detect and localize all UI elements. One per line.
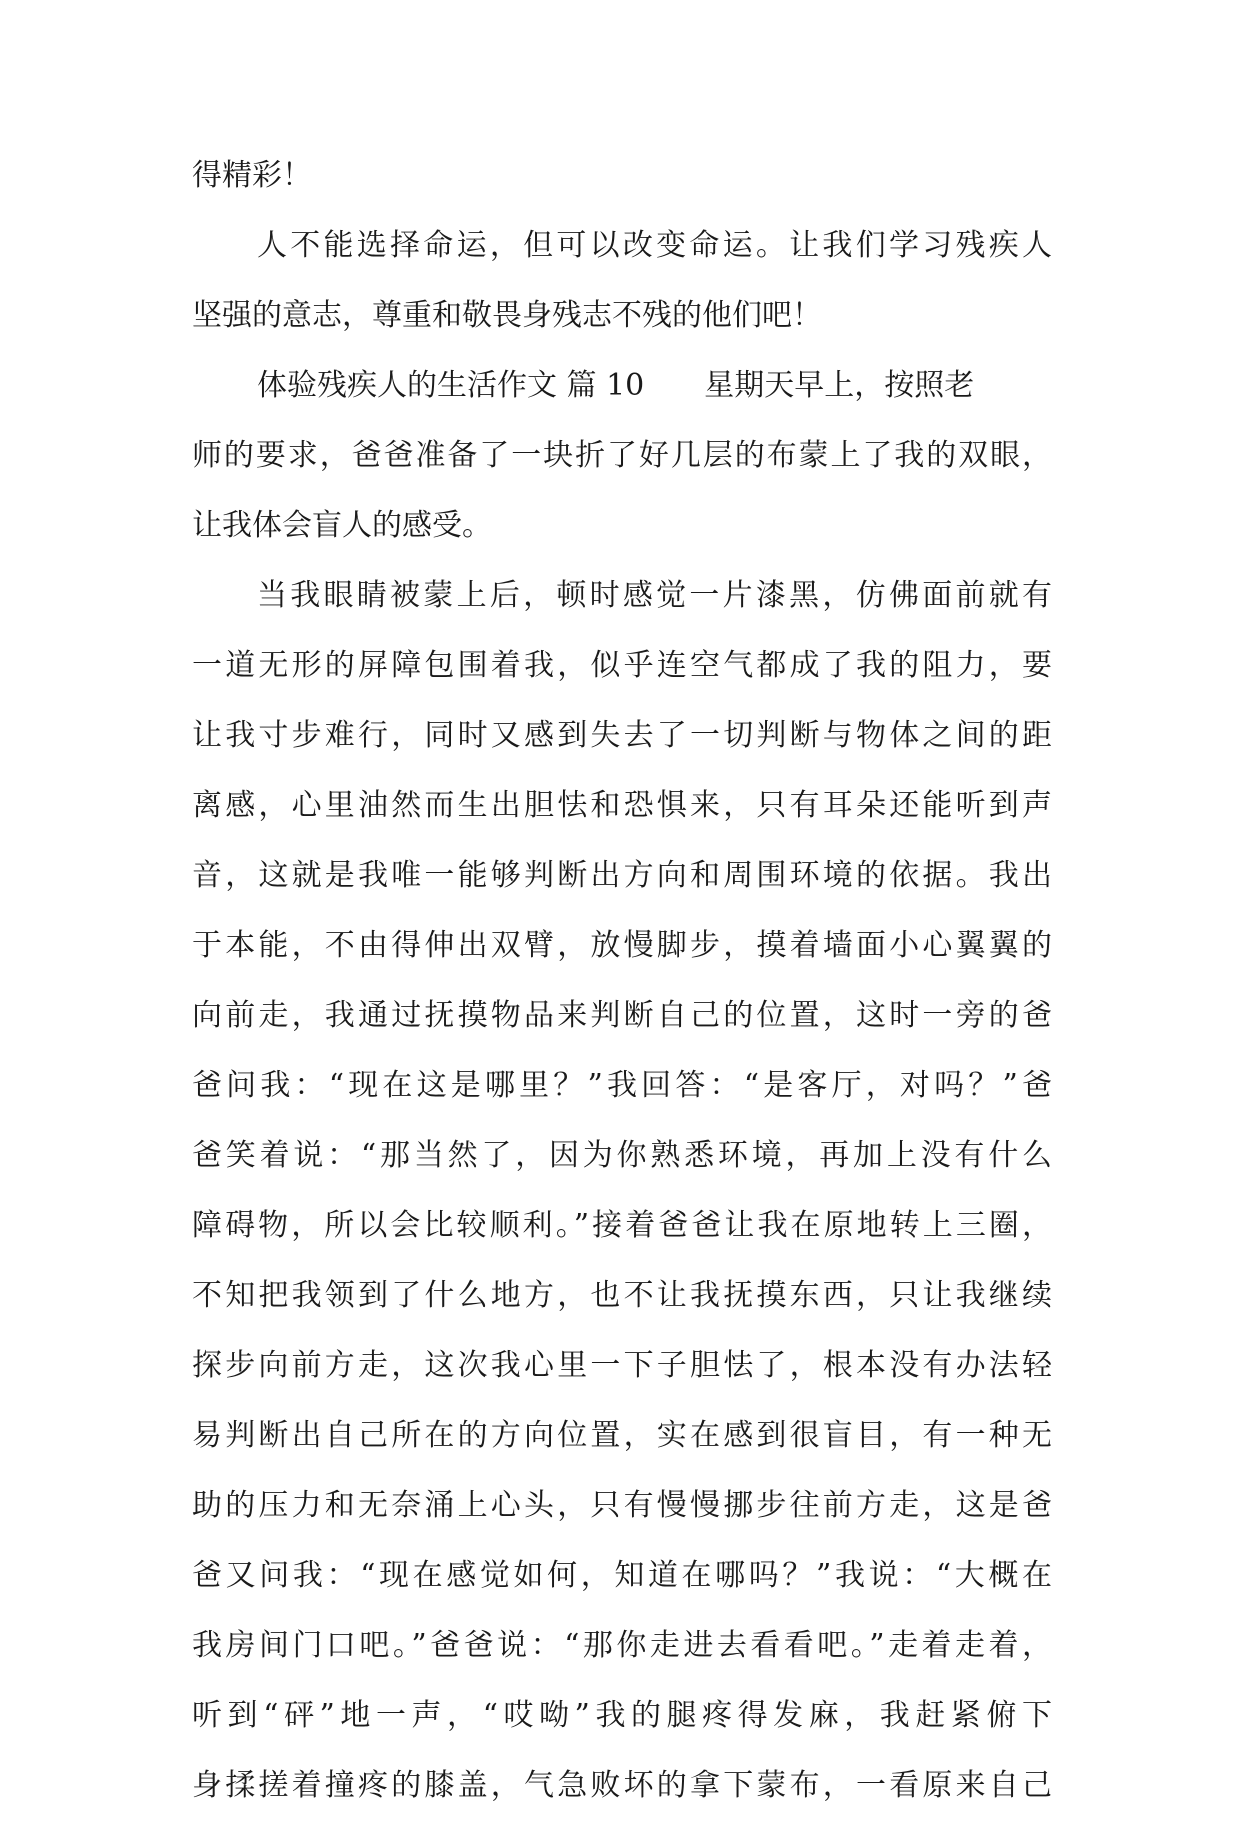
text-line: 探步向前方走，这次我心里一下子胆怯了，根本没有办法轻 — [192, 1348, 1052, 1383]
section-title: 体验残疾人的生活作文 篇 10 — [257, 368, 645, 403]
essay-body — [192, 156, 1052, 1836]
text-line: 音，这就是我唯一能够判断出方向和周围环境的依据。我出 — [192, 858, 1052, 893]
text-line: 人不能选择命运，但可以改变命运。让我们学习残疾人 — [257, 228, 1052, 263]
text-line: 星期天早上，按照老 — [704, 368, 975, 403]
text-line: 让我寸步难行，同时又感到失去了一切判断与物体之间的距 — [192, 718, 1052, 753]
text-line: 爸笑着说：“那当然了，因为你熟悉环境，再加上没有什么 — [192, 1138, 1052, 1173]
text-line: 爸又问我：“现在感觉如何，知道在哪吗？”我说：“大概在 — [192, 1558, 1052, 1593]
text-line: 让我体会盲人的感受。 — [192, 508, 492, 543]
text-line: 一道无形的屏障包围着我，似乎连空气都成了我的阻力，要 — [192, 648, 1052, 683]
text-line: 离感，心里油然而生出胆怯和恐惧来，只有耳朵还能听到声 — [192, 788, 1052, 823]
text-line: 当我眼睛被蒙上后，顿时感觉一片漆黑，仿佛面前就有 — [257, 578, 1052, 613]
text-line: 爸问我：“现在这是哪里？”我回答：“是客厅，对吗？”爸 — [192, 1068, 1052, 1103]
text-line: 听到“砰”地一声，“哎呦”我的腿疼得发麻，我赶紧俯下 — [192, 1698, 1052, 1733]
text-line: 不知把我领到了什么地方，也不让我抚摸东西，只让我继续 — [192, 1278, 1052, 1313]
text-line: 我房间门口吧。”爸爸说：“那你走进去看看吧。”走着走着， — [192, 1628, 1052, 1663]
text-line: 易判断出自己所在的方向位置，实在感到很盲目，有一种无 — [192, 1418, 1052, 1453]
text-line: 向前走，我通过抚摸物品来判断自己的位置，这时一旁的爸 — [192, 998, 1052, 1033]
text-line: 障碍物，所以会比较顺利。”接着爸爸让我在原地转上三圈， — [192, 1208, 1052, 1243]
text-line: 师的要求，爸爸准备了一块折了好几层的布蒙上了我的双眼， — [192, 438, 1052, 473]
text-line: 身揉搓着撞疼的膝盖，气急败坏的拿下蒙布，一看原来自己 — [192, 1768, 1052, 1803]
section-title-line — [257, 366, 1052, 406]
text-line: 助的压力和无奈涌上心头，只有慢慢挪步往前方走，这是爸 — [192, 1488, 1052, 1523]
text-line: 于本能，不由得伸出双臂，放慢脚步，摸着墙面小心翼翼的 — [192, 928, 1052, 963]
text-line: 坚强的意志，尊重和敬畏身残志不残的他们吧！ — [192, 298, 822, 333]
text-line: 得精彩！ — [192, 158, 312, 193]
